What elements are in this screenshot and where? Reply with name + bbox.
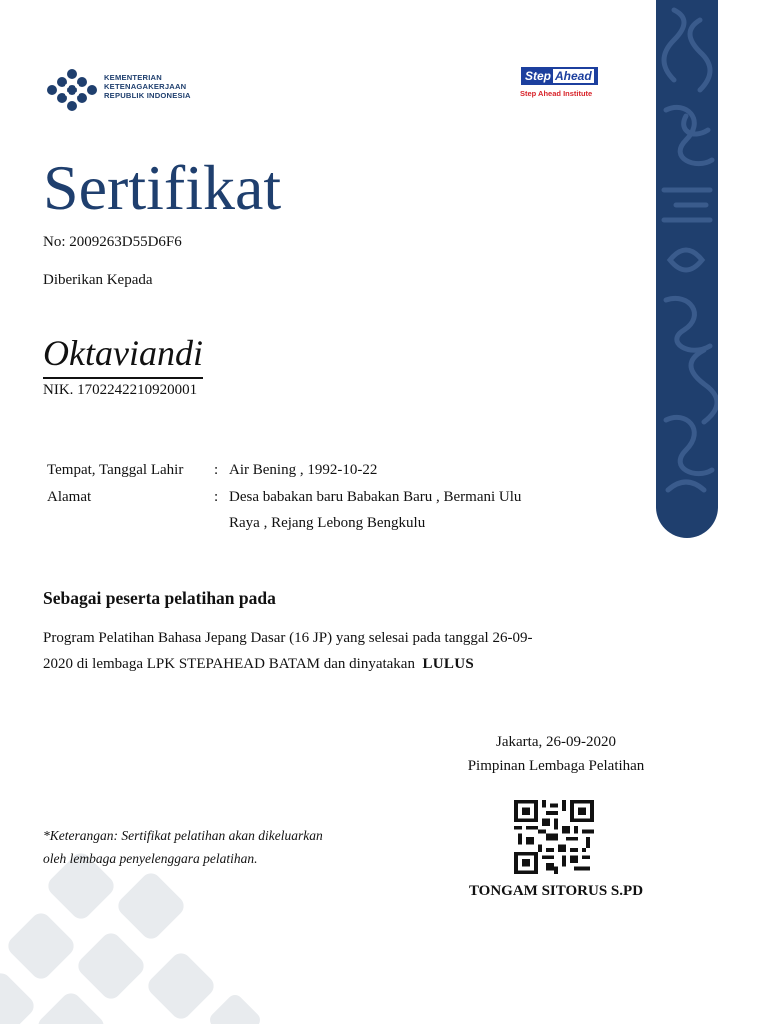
footnote-line-2: oleh lembaga penyelenggara pelatihan. [43,851,258,866]
program-description [43,625,623,677]
program-line-2-text: 2020 di lembaga LPK STEPAHEAD BATAM dan dinyatakan [43,656,415,672]
birth-separator: : [214,462,219,478]
signer-name: TONGAM SITORUS S.PD [468,883,644,899]
program-line-2 [43,651,623,677]
decorative-side-band [656,0,718,538]
birth-value: Air Bening , 1992-10-22 [229,462,378,478]
stepahead-word-2: Ahead [555,69,592,83]
certificate-title: Sertifikat [43,152,282,223]
given-to-label: Diberikan Kepada [43,272,153,288]
recipient-nik: NIK. 1702242210920001 [43,382,198,398]
address-line-2: Raya , Rejang Lebong Bengkulu [229,515,426,531]
address-separator: : [214,489,219,505]
kemnaker-logo-icon [46,66,98,112]
ministry-name [104,73,191,100]
footnote-line-1: *Keterangan: Sertifikat pelatihan akan dikeluarkan [43,828,323,843]
certificate-number: No: 2009263D55D6F6 [43,234,182,250]
signature-place-date: Jakarta, 26-09-2020 [496,734,616,750]
ministry-line-2: KETENAGAKERJAAN [104,82,187,91]
stepahead-word-1: Step [525,69,552,83]
address-label: Alamat [47,489,92,505]
ministry-line-1: KEMENTERIAN [104,73,162,82]
result-status: LULUS [422,656,474,672]
address-value [229,484,589,536]
recipient-name: Oktaviandi [43,331,203,379]
decorative-corner-pattern [0,850,300,1024]
address-line-1: Desa babakan baru Babakan Baru , Bermani Ulu [229,489,522,505]
program-heading: Sebagai peserta pelatihan pada [43,588,276,608]
birth-label: Tempat, Tanggal Lahir [47,462,184,478]
stepahead-subtitle: Step Ahead Institute [520,89,593,98]
stepahead-logo-icon [520,67,600,101]
stepahead-logo-mark [521,67,598,85]
program-line-1: Program Pelatihan Bahasa Jepang Dasar (16 JP) yang selesai pada tanggal 26-09- [43,630,533,646]
signature-role: Pimpinan Lembaga Pelatihan [467,758,645,774]
ministry-line-3: REPUBLIK INDONESIA [104,91,191,100]
footnote [43,824,403,870]
qr-code-icon [514,800,594,874]
